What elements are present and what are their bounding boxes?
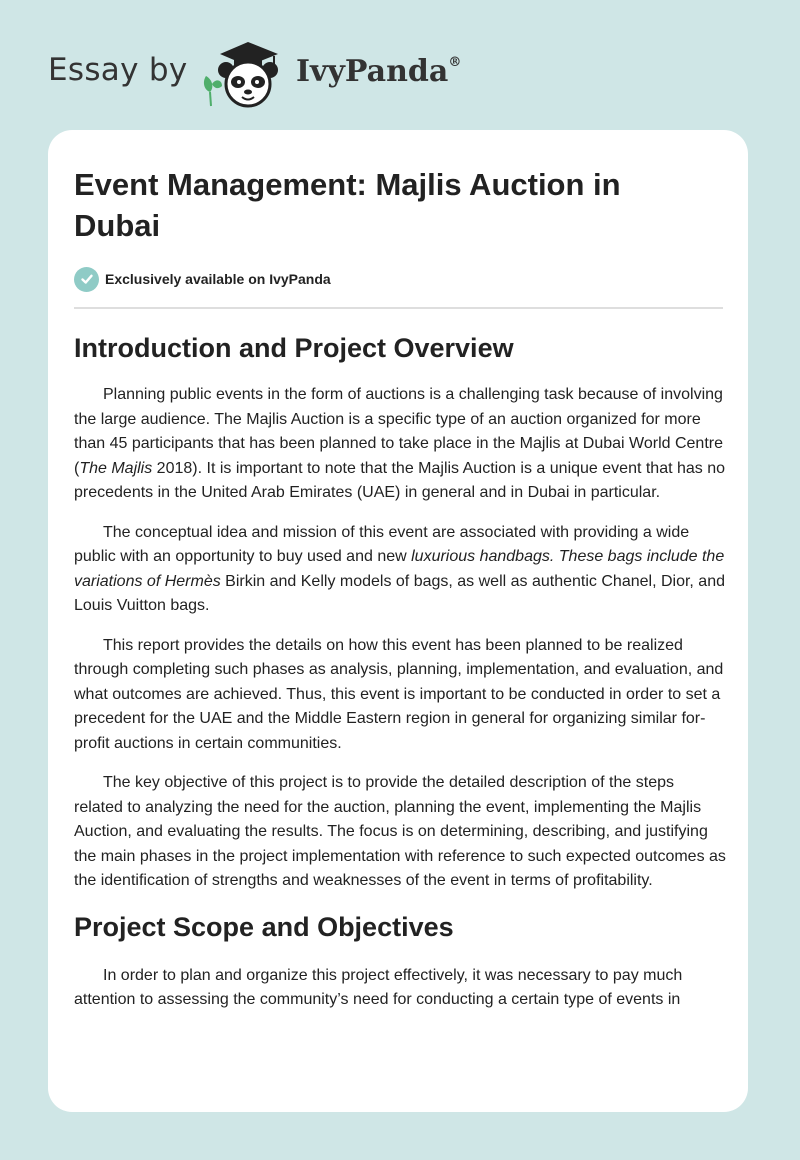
paragraph: Planning public events in the form of auctions is a challenging task because of involving the large audience. The Majlis Auction is a specific type of an auction organized for more than 45 participants that has been planned to take place in the Majlis at Dubai World Centre (The Majlis 2018). It is important to note that the Majlis Auction is a unique event that has no precedents in the United Arab Emirates (UAE) in general and in Dubai in particular.	[74, 386, 726, 501]
site-header	[0, 0, 800, 130]
badge-label: Exclusively available on IvyPanda	[105, 271, 331, 287]
paragraph: This report provides the details on how this event has been planned to be realized through completing such phases as analysis, planning, implementation, and evaluation, and what outcomes are achieved. Thus, this event is important to be conducted in order to set a precedent for the UAE and the Middle Eastern region in general for organizing similar for-profit auctions in certain communities.	[74, 636, 724, 752]
paragraph: The conceptual idea and mission of this event are associated with providing a wide public with an opportunity to buy used and new luxurious handbags. These bags include the variations of Hermès Birkin and Kelly models of bags, as well as authentic Chanel, Dior, and Louis Vuitton bags.	[74, 523, 725, 614]
ivypanda-logo-icon[interactable]	[200, 36, 292, 110]
section-heading: Project Scope and Objectives	[74, 911, 454, 942]
section-heading: Introduction and Project Overview	[74, 333, 514, 363]
exclusive-badge	[74, 264, 722, 294]
divider	[74, 307, 723, 309]
brand-name[interactable]: IvyPanda®	[296, 54, 462, 89]
registered-mark: ®	[448, 55, 462, 70]
paragraph: In order to plan and organize this project effectively, it was necessary to pay much attention to assessing the community’s need for conducting a certain type of events in	[74, 966, 683, 1008]
check-icon	[74, 267, 99, 292]
essay-by-label: Essay by	[48, 52, 188, 88]
paragraph: The key objective of this project is to provide the detailed description of the steps related to analyzing the need for the auction, planning the event, implementing the Majlis Auction, and evaluating the results. The focus is on determining, describing, and justifying the main phases in the project implementation with reference to such expected outcomes as the identification of strengths and weaknesses of the event in terms of profitability.	[74, 774, 726, 889]
page-title: Event Management: Majlis Auction in Dubai	[74, 167, 621, 243]
article-card	[48, 130, 748, 1112]
